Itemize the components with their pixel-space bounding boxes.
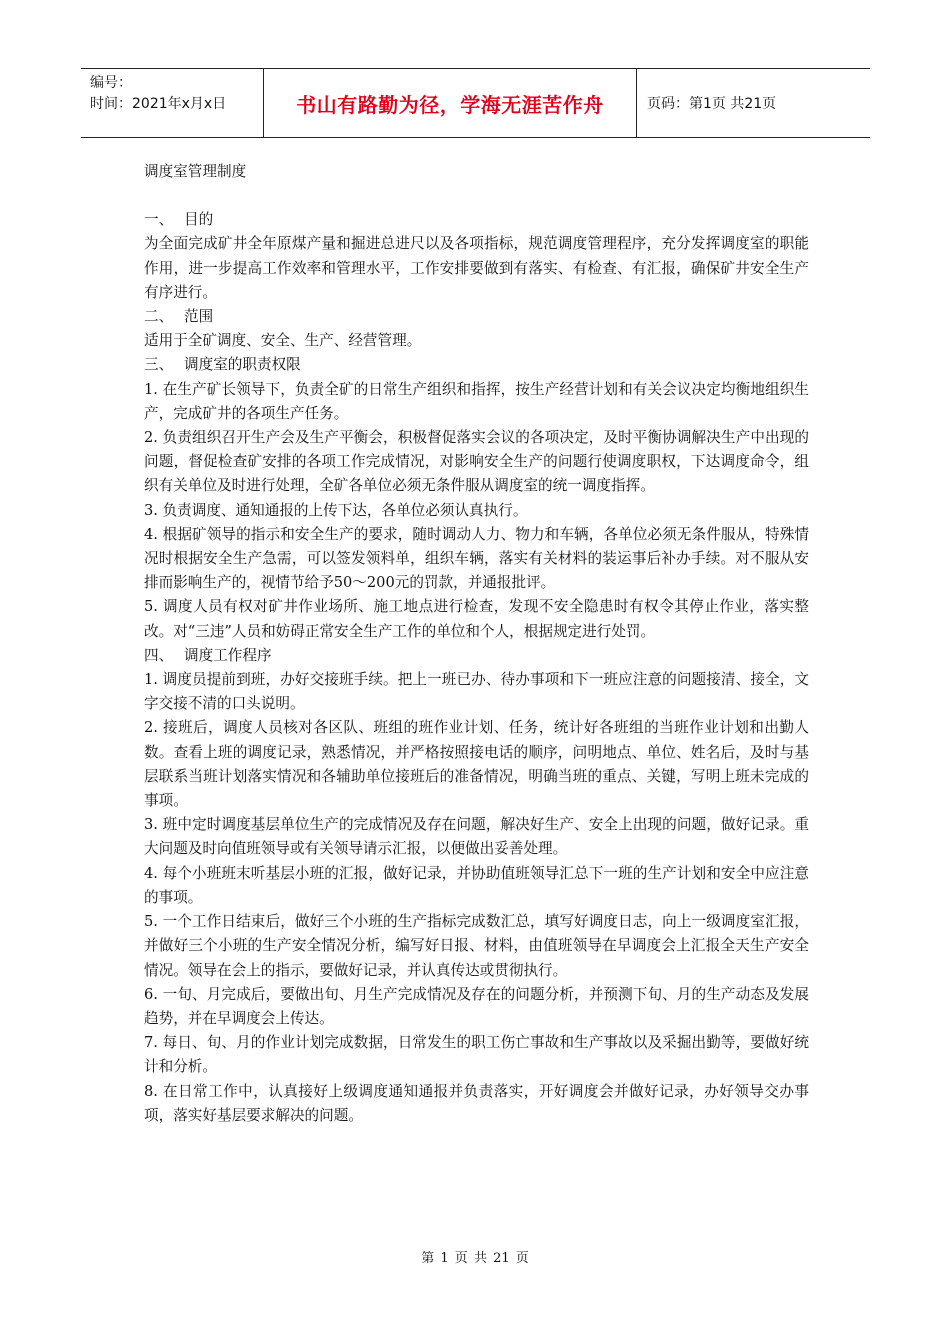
list-item: 7. 每日、旬、月的作业计划完成数据，日常发生的职工伤亡事故和生产事故以及采掘出勤等，要做好统计和分析。 [144,1034,809,1076]
section-title: 目的 [184,211,214,229]
section-title: 范围 [184,308,214,326]
list-item: 5. 调度人员有权对矿井作业场所、施工地点进行检查，发现不安全隐患时有权令其停止作业，落实整改。对“三违”人员和妨碍正常安全生产工作的单位和个人，根据规定进行处罚。 [144,598,809,640]
page-footer [0,1247,950,1266]
footer-total-pages: 21 [493,1251,510,1266]
footer-page-number: 1 [440,1251,449,1266]
document-title: 调度室管理制度 [144,163,247,180]
header-meta [81,69,264,137]
list-item: 8. 在日常工作中，认真接好上级调度通知通报并负责落实，开好调度会并做好记录，办好领导交办事项，落实好基层要求解决的问题。 [144,1082,809,1124]
footer-label-ye2: 页 [515,1251,529,1266]
section-paragraph: 为全面完成矿井全年原煤产量和掘进总进尺以及各项指标，规范调度管理程序，充分发挥调度室的职能作用，进一步提高工作效率和管理水平，工作安排要做到有落实、有检查、有汇报，确保矿井安全生产有序进行。 [144,235,809,301]
footer-label-ye: 页 [454,1251,468,1266]
section-heading-1 [144,208,809,232]
list-item: 3. 负责调度、通知通报的上传下达，各单位必须认真执行。 [144,501,528,519]
footer-label-gong: 共 [473,1251,487,1266]
list-item: 6. 一旬、月完成后，要做出旬、月生产完成情况及存在的问题分析，并预测下旬、月的生产动态及发展趋势，并在早调度会上传达。 [144,985,809,1027]
document-number-label: 编号： [90,75,132,91]
list-item: 5. 一个工作日结束后，做好三个小班的生产指标完成数汇总，填写好调度日志，向上一级调度室汇报，并做好三个小班的生产安全情况分析，编写好日报、材料，由值班领导在早调度会上汇报全天生产安全情况。领导在会上的指示，要做好记录，并认真传达或贯彻执行。 [144,913,809,979]
section-title: 调度工作程序 [184,646,272,664]
section-heading-4 [144,644,809,668]
header-motto: 书山有路勤为径，学海无涯苦作舟 [264,69,637,137]
section-paragraph: 适用于全矿调度、安全、生产、经营管理。 [144,332,422,350]
list-item: 1. 调度员提前到班，办好交接班手续。把上一班已办、待办事项和下一班应注意的问题接清、接全，文字交接不清的口头说明。 [144,671,809,713]
list-item: 4. 每个小班班末听基层小班的汇报，做好记录，并协助值班领导汇总下一班的生产计划和安全中应注意的事项。 [144,864,809,906]
list-item: 2. 负责组织召开生产会及生产平衡会，积极督促落实会议的各项决定，及时平衡协调解决生产中出现的问题，督促检查矿安排的各项工作完成情况，对影响安全生产的问题行使调度职权，下达调度命令，组织有关单位及时进行处理，全矿各单位必须无条件服从调度室的统一调度指挥。 [144,429,809,495]
list-item: 1. 在生产矿长领导下，负责全矿的日常生产组织和指挥，按生产经营计划和有关会议决定均衡地组织生产，完成矿井的各项生产任务。 [144,380,809,422]
list-item: 3. 班中定时调度基层单位生产的完成情况及存在问题，解决好生产、安全上出现的问题，做好记录。重大问题及时向值班领导或有关领导请示汇报，以便做出妥善处理。 [144,816,809,858]
section-number: 三、 [144,356,174,374]
list-item: 2. 接班后，调度人员核对各区队、班组的班作业计划、任务，统计好各班组的当班作业计划和出勤人数。查看上班的调度记录，熟悉情况，并严格按照接电话的顺序，问明地点、单位、姓名后，及时与基层联系当班计划落实情况和各辅助单位接班后的准备情况，明确当班的重点、关键，写明上班未完成的事项。 [144,719,809,810]
section-number: 二、 [144,308,174,326]
header-page-info: 页码：第1页 共21页 [647,96,777,112]
section-title: 调度室的职责权限 [184,356,301,374]
section-number: 一、 [144,211,174,229]
page-header [81,68,870,138]
list-item: 4. 根据矿领导的指示和安全生产的要求，随时调动人力、物力和车辆，各单位必须无条件服从，特殊情况时根据安全生产急需，可以签发领料单，组织车辆，落实有关材料的装运事后补办手续。对不服从安排而影响生产的，视情节给予50～200元的罚款，并通报批评。 [144,525,809,592]
section-heading-3 [144,353,809,377]
footer-label-di: 第 [421,1251,435,1266]
section-number: 四、 [144,646,174,664]
document-body [144,160,809,1128]
document-date-label: 时间：2021年x月x日 [90,96,227,112]
section-heading-2 [144,305,809,329]
